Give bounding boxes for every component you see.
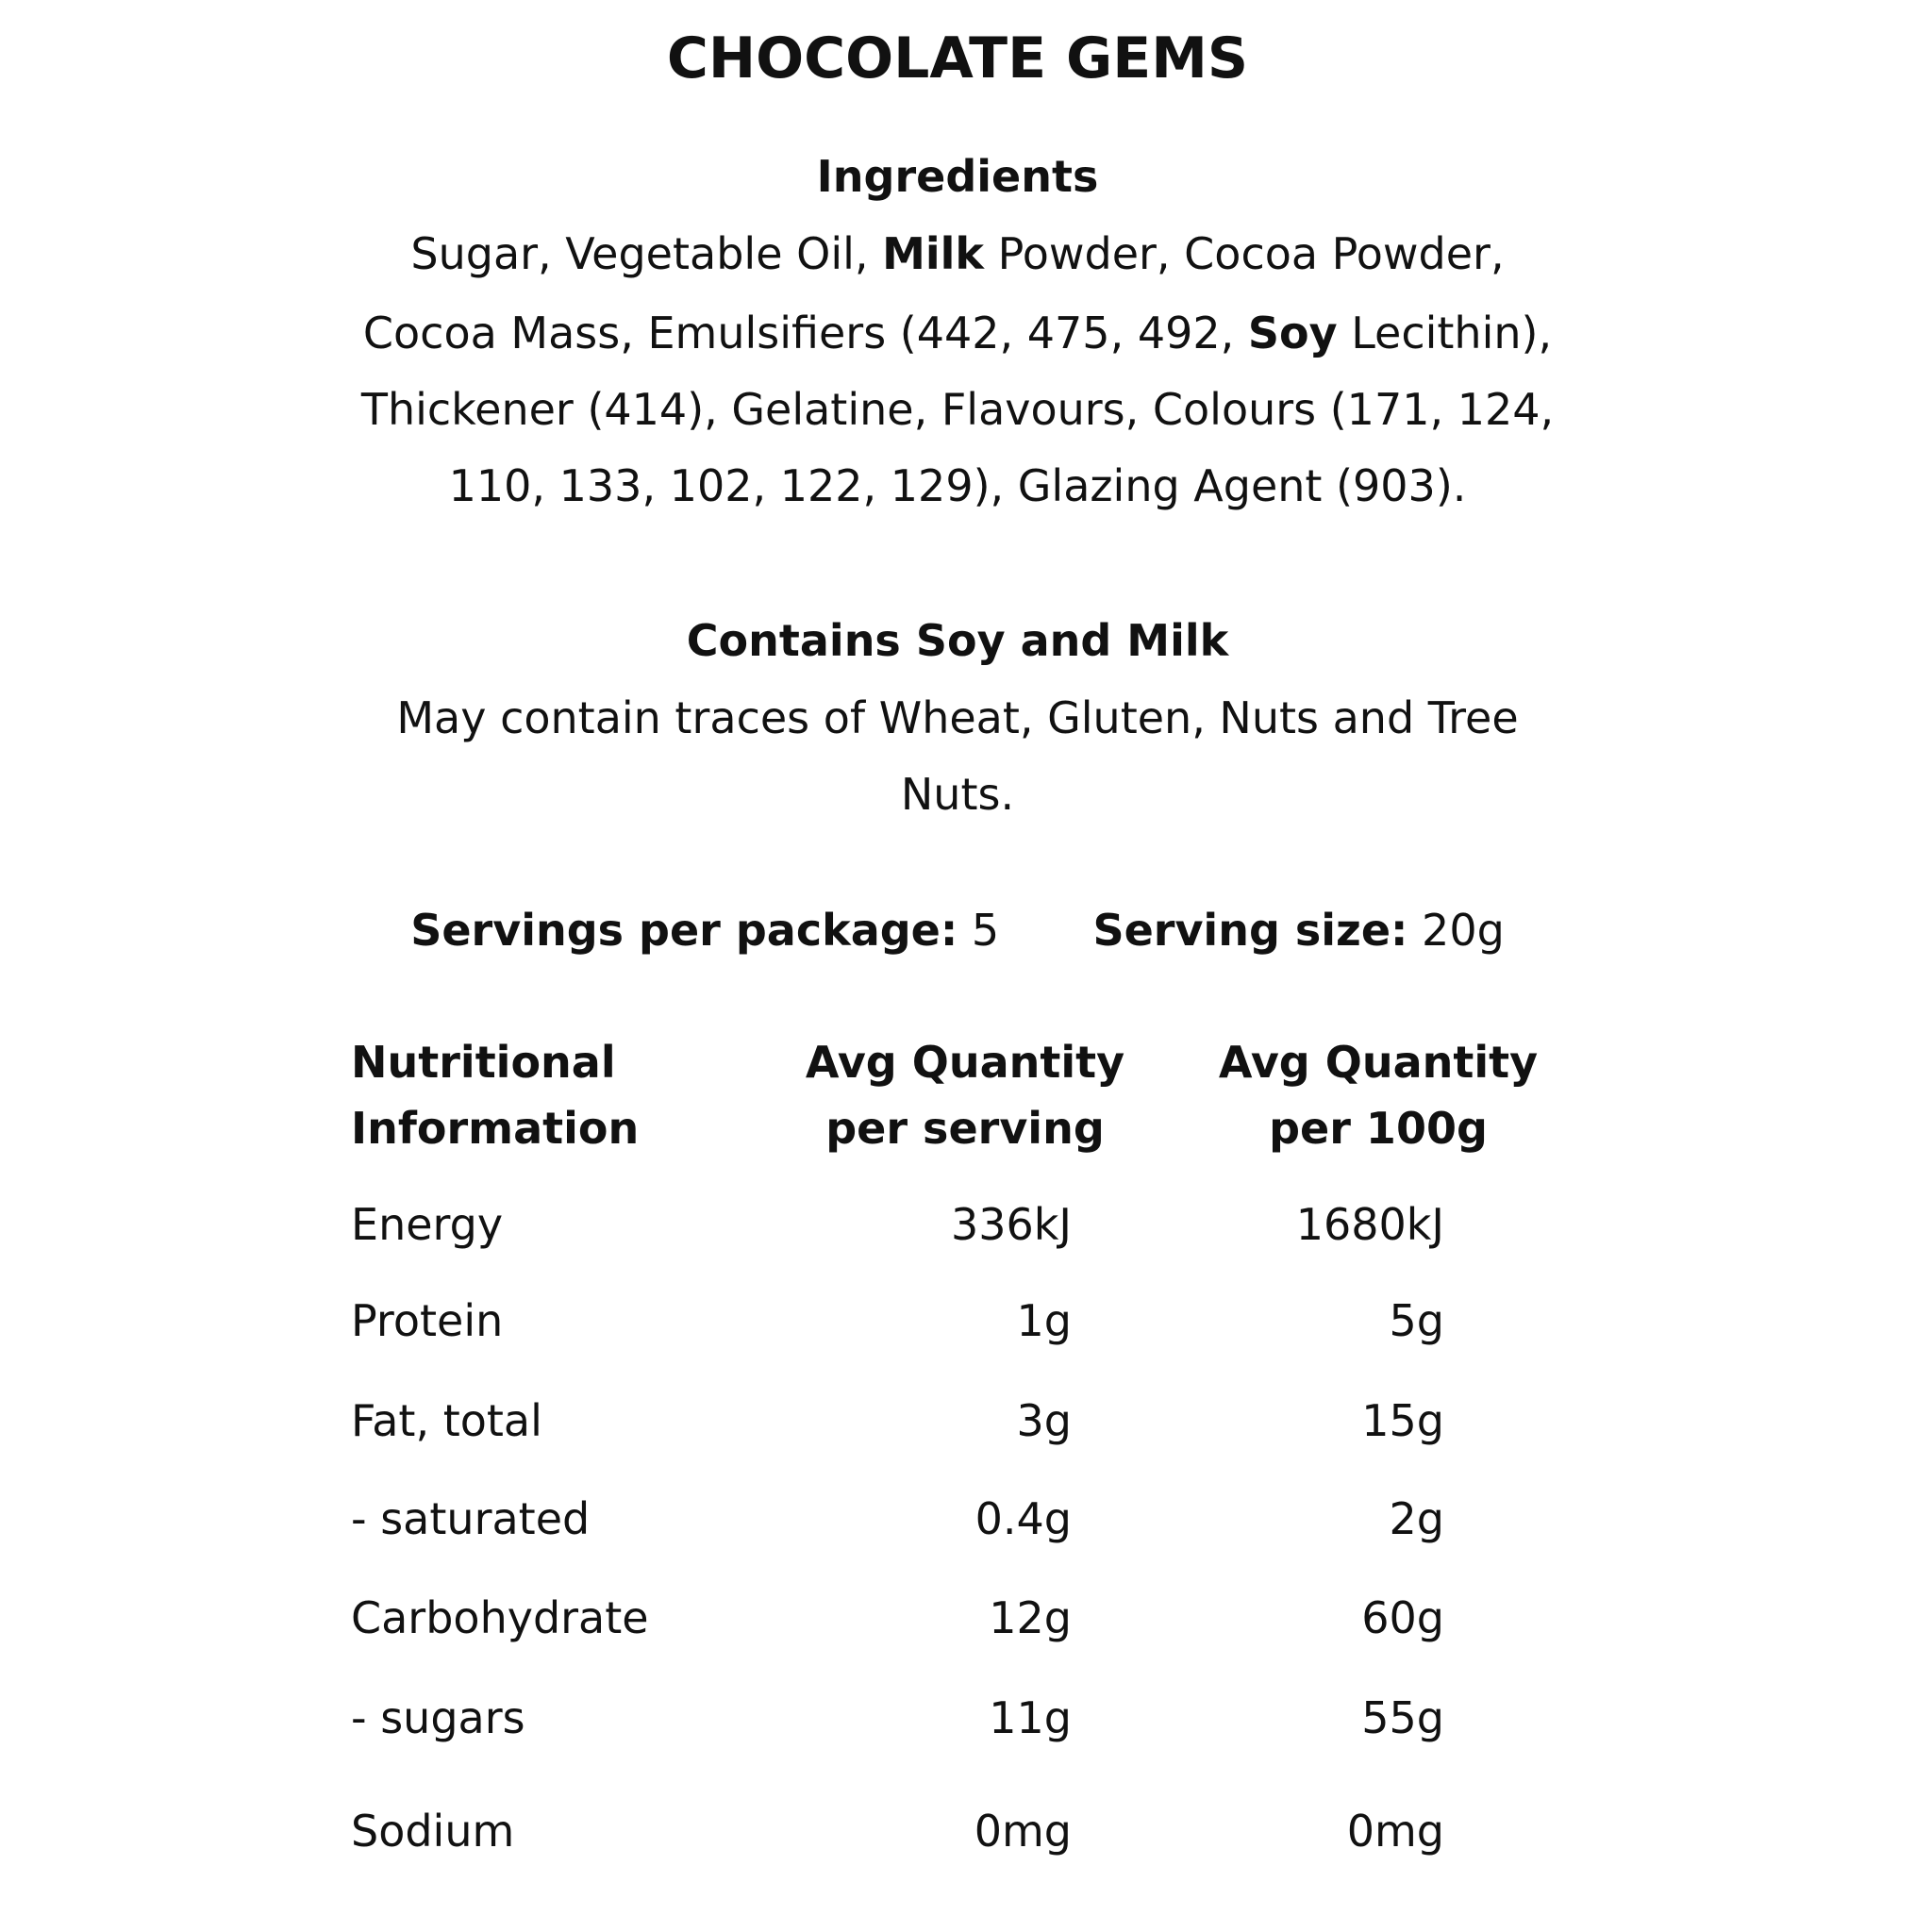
ingredients-line: 110, 133, 102, 122, 129), Glazing Agent (903).	[448, 460, 1467, 511]
servings-per-package-value: 5	[971, 905, 1000, 956]
nutrient-name: Protein	[351, 1295, 504, 1346]
value-per-serving: 3g	[1016, 1395, 1072, 1446]
value-per-serving: 12g	[989, 1592, 1072, 1643]
text: Lecithin),	[1337, 308, 1553, 358]
table-header-per-100g	[1190, 1029, 1567, 1161]
value-per-100g: 0mg	[1346, 1806, 1444, 1857]
value-per-100g: 15g	[1361, 1395, 1444, 1446]
value-per-100g: 2g	[1389, 1493, 1444, 1544]
value-per-serving: 11g	[989, 1692, 1072, 1743]
text: per 100g	[1269, 1103, 1488, 1154]
value-per-100g: 5g	[1389, 1295, 1444, 1346]
text: Avg Quantity	[805, 1037, 1125, 1088]
may-contain-line: Nuts.	[900, 769, 1015, 820]
nutrient-name: Sodium	[351, 1806, 515, 1857]
allergen-soy: Soy	[1247, 308, 1338, 358]
allergen-milk: Milk	[882, 228, 985, 279]
nutrient-name: Carbohydrate	[351, 1592, 649, 1643]
nutrient-name: - sugars	[351, 1692, 525, 1743]
value-per-100g: 55g	[1361, 1692, 1444, 1743]
serving-size-value: 20g	[1422, 905, 1505, 956]
value-per-100g: 60g	[1361, 1592, 1444, 1643]
text: Nutritional	[351, 1037, 616, 1088]
ingredients-line	[0, 216, 1915, 292]
value-per-serving: 1g	[1016, 1295, 1072, 1346]
ingredients-line	[0, 295, 1915, 372]
serving-size-label: Serving size:	[1092, 905, 1408, 956]
ingredients-line: Thickener (414), Gelatine, Flavours, Colours (171, 124,	[360, 384, 1555, 435]
product-title: CHOCOLATE GEMS	[666, 25, 1249, 92]
value-per-serving: 336kJ	[950, 1199, 1072, 1250]
servings-per-package-label: Servings per package:	[410, 905, 958, 956]
may-contain-line: May contain traces of Wheat, Gluten, Nuts and Tree	[396, 692, 1519, 743]
text: Sugar, Vegetable Oil,	[410, 228, 883, 279]
contains-heading: Contains Soy and Milk	[686, 615, 1229, 666]
text: Powder, Cocoa Powder,	[984, 228, 1505, 279]
text: Avg Quantity	[1218, 1037, 1539, 1088]
nutrient-name: Energy	[351, 1199, 504, 1250]
value-per-100g: 1680kJ	[1295, 1199, 1444, 1250]
nutrient-name: - saturated	[351, 1493, 591, 1544]
table-header-nutritional	[351, 1029, 639, 1161]
table-header-per-serving	[776, 1029, 1154, 1161]
ingredients-heading: Ingredients	[816, 151, 1099, 202]
value-per-serving: 0.4g	[974, 1493, 1072, 1544]
text: per serving	[825, 1103, 1105, 1154]
value-per-serving: 0mg	[974, 1806, 1072, 1857]
text: Cocoa Mass, Emulsifiers (442, 475, 492,	[362, 308, 1248, 358]
text: Information	[351, 1103, 640, 1154]
nutrient-name: Fat, total	[351, 1395, 542, 1446]
servings-info	[0, 892, 1915, 969]
